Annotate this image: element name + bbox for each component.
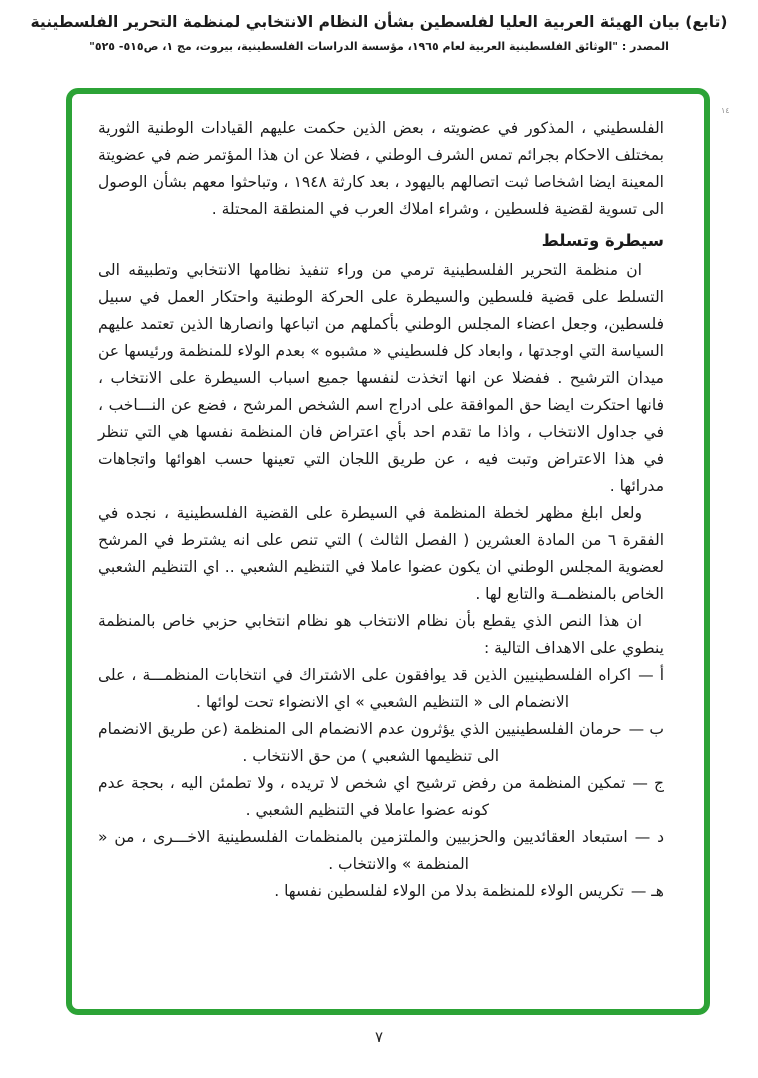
document-source-line: المصدر : "الوثائق الفلسطينية العربية لعام ١٩٦٥، مؤسسة الدراسات الفلسطينية، بيروت، مج ١، ص٥١٥- ٥٢٥": [89, 40, 669, 53]
list-item-marker: أ —: [638, 666, 665, 684]
list-item-b: [98, 716, 664, 770]
list-item-text: تمكين المنظمة من رفض ترشيح اي شخص لا تريده ، ولا تطمئن اليه ، بحجة عدم كونه عضوا عاملا في التنظيم الشعبي .: [98, 774, 626, 819]
page-number: ٧: [374, 1028, 384, 1046]
paragraph-goals-intro: ان هذا النص الذي يقطع بأن نظام الانتخاب هو نظام انتخابي حزبي خاص بالمنظمة ينطوي على الاهداف التالية :: [98, 612, 664, 657]
document-body: [72, 94, 704, 1009]
list-item-marker: ب —: [628, 720, 664, 738]
paragraph-continuation: الفلسطيني ، المذكور في عضويته ، بعض الذين حكمت عليهم القيادات الوطنية الثورية بمختلف الاحكام بجرائم تمس الشرف الوطني ، فضلا عن ان هذا المؤتمر ضم في عضويتة المعينة ايضا اشخاصا ثبت اتصالهم باليهود ، بعد كارثة ١٩٤٨ ، وتباحثوا معهم بشأن الوصول الى تسوية لقضية فلسطين ، وشراء املاك العرب في المنطقة المحتلة .: [98, 119, 664, 218]
list-item-text: استبعاد العقائديين والحزبيين والملتزمين بالمنظمات الفلسطينية الاخـــرى ، من « المنظمة » والانتخاب .: [98, 828, 628, 873]
list-item-a: [98, 662, 664, 716]
section-heading: سيطرة وتسلط: [541, 231, 664, 250]
green-border-frame: [66, 88, 710, 1015]
list-item-j: [98, 770, 664, 824]
list-item-text: اكراه الفلسطينيين الذين قد يوافقون على الاشتراك في انتخابات المنظمـــة ، على الانضمام الى « التنظيم الشعبي » اي الانضواء تحت لوائها .: [98, 666, 632, 711]
list-item-d: [98, 824, 664, 878]
list-item-text: تكريس الولاء للمنظمة بدلا من الولاء لفلسطين نفسها .: [274, 882, 624, 900]
paragraph-control: ان منظمة التحرير الفلسطينية ترمي من وراء تنفيذ نظامها الانتخابي وتطبيقه الى التسلط على قضية فلسطين والسيطرة على الحركة الوطنية واحتكار العمل في سبيل فلسطين، وجعل اعضاء المجلس الوطني بأكملهم من اتباعها وانصارها الذين تعتمد عليهم السياسة التي اوجدتها ، وابعاد كل فلسطيني « مشبوه » بعدم الولاء للمنظمة ورئيسها عن ميدان الترشيح . ففضلا عن انها اتخذت لنفسها جميع اسباب السيطرة على الانتخاب ، فانها احتكرت ايضا حق الموافقة على ادراج اسم الشخص المرشح ، فضع عن النـــاخب ، في جداول الانتخاب ، واذا ما تقدم احد بأي اعتراض فان المنظمة نفسها هي التي تنظر في هذا الاعتراض وتبت فيه ، عن طريق اللجان التي تعينها حسب اهوائها واتجاهات مدرائها .: [98, 261, 664, 495]
list-item-marker: د —: [634, 828, 664, 846]
document-title: (تابع) بيان الهيئة العربية العليا لفلسطين بشأن النظام الانتخابي لمنظمة التحرير الفلسطينية: [30, 13, 728, 31]
paragraph-article-20: ولعل ابلغ مظهر لخطة المنظمة في السيطرة على القضية الفلسطينية ، نجده في الفقرة ٦ من المادة العشرين ( الفصل الثالث ) التي تنص على انه يشترط في المرشح لعضوية المجلس الوطني ان يكون عضوا عاملا في التنظيم الشعبي .. اي التنظيم الشعبي الخاص بالمنظمــة والتابع لها .: [98, 504, 665, 603]
margin-scan-artifact: ١٤: [721, 106, 730, 115]
list-item-marker: هـ —: [630, 882, 664, 900]
list-item-text: حرمان الفلسطينيين الذي يؤثرون عدم الانضمام الى المنظمة (عن طريق الانضمام الى تنظيمها الشعبي ) من حق الانتخاب .: [98, 720, 622, 765]
list-item-h: [98, 878, 664, 905]
document-header: [0, 12, 758, 53]
list-item-marker: ج —: [632, 774, 664, 792]
